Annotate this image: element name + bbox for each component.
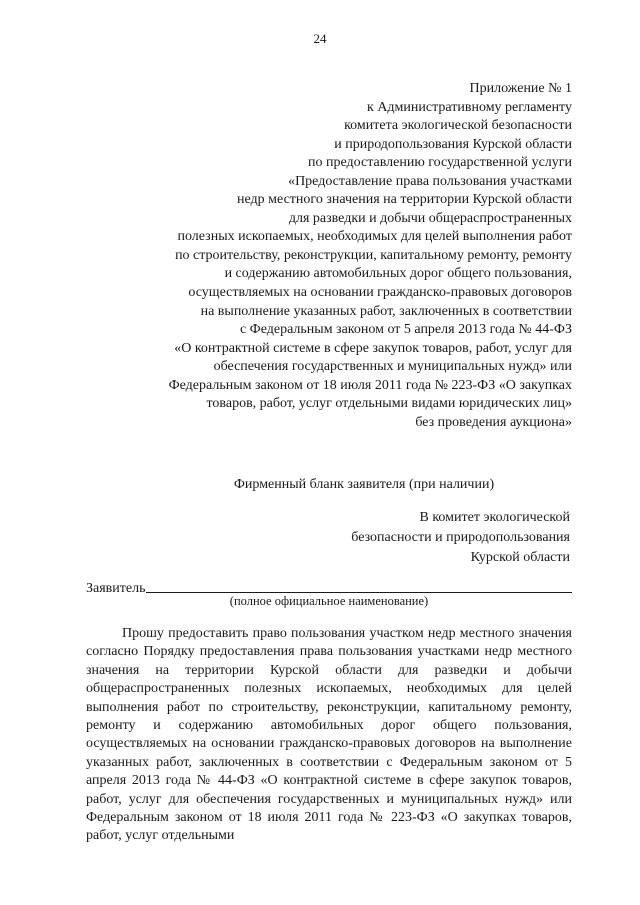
- applicant-label: Заявитель: [86, 581, 146, 596]
- appendix-line: к Административному регламенту: [367, 99, 572, 115]
- appendix-line: и содержанию автомобильных дорог общего пользования,: [224, 266, 572, 282]
- appendix-line: «О контрактной системе в сфере закупок товаров, работ, услуг для: [174, 340, 572, 356]
- appendix-line: Приложение № 1: [469, 81, 572, 96]
- recipient-block: [250, 508, 570, 568]
- appendix-line: «Предоставление права пользования участками: [288, 173, 572, 189]
- letterhead-caption: Фирменный бланк заявителя (при наличии): [233, 477, 495, 492]
- page-number: 24: [313, 31, 327, 46]
- appendix-line: полезных ископаемых, необходимых для целей выполнения работ: [177, 229, 572, 245]
- appendix-line: по строительству, реконструкции, капитальному ремонту, ремонту: [175, 247, 572, 263]
- appendix-line: недр местного значения на территории Курской области: [237, 192, 572, 208]
- appendix-line: по предоставлению государственной услуги: [308, 155, 572, 171]
- recipient-line: В комитет экологической: [419, 510, 570, 525]
- appendix-line: без проведения аукциона»: [415, 414, 572, 430]
- appendix-line: обеспечения государственных и муниципальных нужд» или: [213, 359, 572, 375]
- request-paragraph: Прошу предоставить право пользования участком недр местного значения согласно Порядку предоставления права пользования участками недр местного значения на территории Курской области для разведки и добычи общераспространенных полезных ископаемых, необходимых для целей выполнения работ по строительству, реконструкции, капитальному ремонту, ремонту и содержанию автомобильных дорог общего пользования, осуществляемых на основании гражданско-правовых договоров на выполнение указанных работ, заключенных в соответствии с Федеральным законом от 5 апреля 2013 года № 44-ФЗ «О контрактной системе в сфере закупок товаров, работ, услуг для обеспечения государственных и муниципальных нужд» или Федеральным законом от 18 июля 2011 года № 223-ФЗ «О закупках товаров, работ, услуг отдельными: [86, 626, 572, 844]
- recipient-line: безопасности и природопользования: [351, 530, 570, 545]
- appendix-line: комитета экологической безопасности: [344, 118, 572, 134]
- appendix-line: для разведки и добычи общераспространенных: [288, 210, 572, 226]
- recipient-line: Курской области: [470, 550, 570, 565]
- appendix-line: товаров, работ, услуг отдельными видами юридических лиц»: [206, 396, 572, 412]
- appendix-line: осуществляемых на основании гражданско-правовых договоров: [188, 285, 572, 301]
- applicant-note: (полное официальное наименование): [229, 594, 429, 608]
- appendix-line: Федеральным законом от 18 июля 2011 года № 223-ФЗ «О закупках: [168, 377, 572, 393]
- appendix-header: [102, 80, 572, 432]
- appendix-line: на выполнение указанных работ, заключенных в соответствии: [200, 303, 572, 319]
- appendix-line: с Федеральным законом от 5 апреля 2013 года № 44-ФЗ: [239, 322, 572, 338]
- applicant-blank-line: [146, 592, 572, 593]
- appendix-line: и природопользования Курской области: [334, 136, 572, 152]
